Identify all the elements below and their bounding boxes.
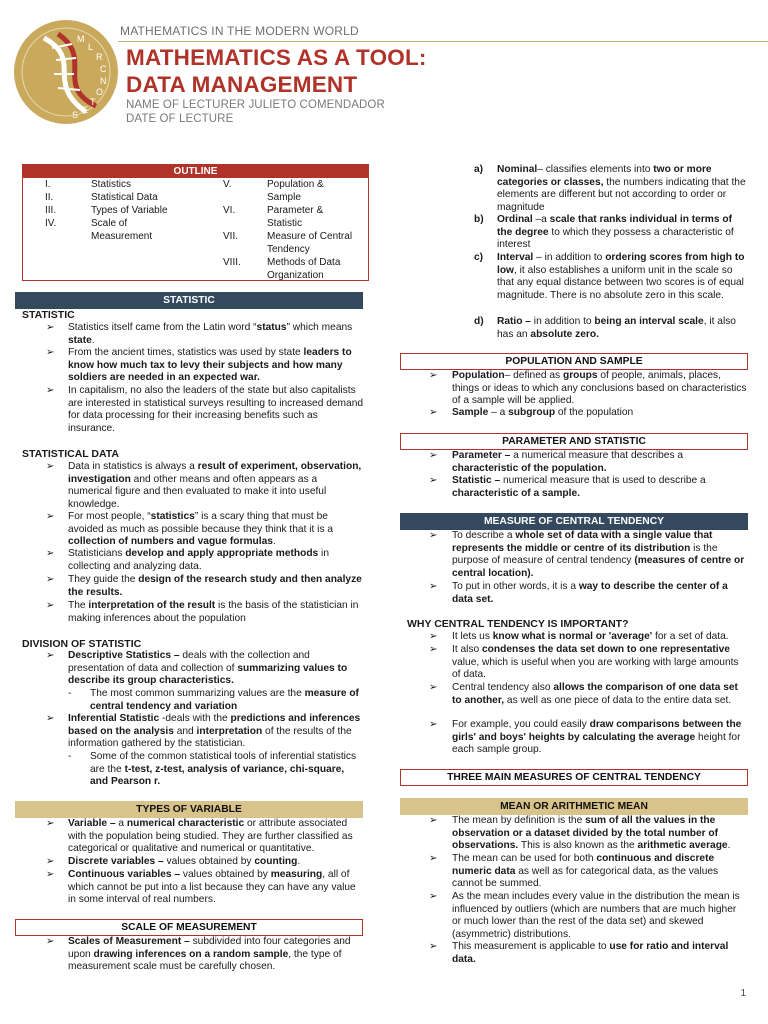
svg-text:L: L	[88, 42, 94, 52]
scale-item: Interval – in addition to ordering scores from high to low, it also establishes a uniform unit in the scale so that any equal distance between two scores is of equal magnitude. There is no absolute zero in this scale.	[497, 252, 745, 301]
outline-item: Types of Variable	[91, 205, 168, 216]
bullet-arrow-icon: ➢	[429, 407, 438, 418]
bullet-arrow-icon: ➢	[429, 370, 438, 381]
population-paragraph: Population– defined as groups of people, animals, places, things or ideas to which any conclusions based on characteristics of a sample will be applied.	[452, 370, 747, 407]
lecture-date: DATE OF LECTURE	[126, 113, 234, 125]
bullet-arrow-icon: ➢	[46, 713, 55, 724]
scale-letter: c)	[474, 252, 484, 263]
central-tendency-bar: MEASURE OF CENTRAL TENDENCY	[400, 513, 748, 530]
scale-paragraph: Scales of Measurement – subdivided into four categories and upon drawing inferences on a random sample, the type of measurement scale must be carefully chosen.	[68, 936, 351, 973]
mean-bar: MEAN OR ARITHMETIC MEAN	[400, 798, 748, 815]
outline-num: III.	[45, 205, 57, 216]
bullet-arrow-icon: ➢	[46, 818, 55, 829]
types-of-variable-bar: TYPES OF VARIABLE	[15, 801, 363, 818]
why-paragraph: Central tendency also allows the comparison of one data set to another, as well as one piece of data to the entire data set.	[452, 682, 738, 706]
data-paragraph: The interpretation of the result is the basis of the statistician in making inferences about the population	[68, 600, 359, 624]
data-paragraph: They guide the design of the research study and then analyze the results.	[68, 574, 362, 598]
data-paragraph: For most people, “statistics” is a scary thing that must be avoided as much as possible because they think that it is a collection of numbers and vague formulas.	[68, 511, 334, 548]
title-line-2: DATA MANAGEMENT	[126, 72, 358, 97]
outline-num: VII.	[223, 231, 239, 242]
outline-num: VIII.	[223, 257, 241, 268]
dash-bullet: -	[68, 688, 72, 699]
outline-num: V.	[223, 179, 232, 190]
division-paragraph: Inferential Statistic -deals with the predictions and inferences based on the analysis and interpretation of the results of the information gathered by the statistician.	[68, 713, 361, 750]
division-paragraph: Some of the common statistical tools of inferential statistics are the t-test, z-test, analysis of variance, chi-square, and Pearson r.	[90, 751, 357, 788]
mean-paragraph: As the mean includes every value in the distribution the mean is influenced by outliers (which are numbers that are much higher or much lower than the rest of the data set) and skewed (asymmetric) distributions.	[452, 891, 740, 940]
variable-paragraph: Variable – a numerical characteristic or attribute associated with the population being studied. They are further classified as categorical or qualitative and numerical or quantitative.	[68, 818, 353, 855]
why-paragraph: It lets us know what is normal or 'average' for a set of data.	[452, 631, 729, 642]
outline-title: OUTLINE	[23, 165, 368, 178]
title-line-1: MATHEMATICS AS A TOOL:	[126, 45, 427, 70]
outline-item: Statistics	[91, 179, 132, 190]
outline-num: I.	[45, 179, 51, 190]
bullet-arrow-icon: ➢	[429, 475, 438, 486]
bullet-arrow-icon: ➢	[429, 450, 438, 461]
svg-text:T: T	[90, 97, 96, 107]
scale-letter: d)	[474, 316, 484, 327]
bullet-arrow-icon: ➢	[429, 815, 438, 826]
statistic-heading: STATISTIC	[22, 309, 75, 321]
bullet-arrow-icon: ➢	[46, 856, 55, 867]
bullet-arrow-icon: ➢	[429, 853, 438, 864]
bullet-arrow-icon: ➢	[46, 548, 55, 559]
parameter-paragraph: Statistic – numerical measure that is used to describe a characteristic of a sample.	[452, 475, 706, 499]
data-paragraph: Statisticians develop and apply appropriate methods in collecting and analyzing data.	[68, 548, 329, 572]
svg-text:S: S	[72, 110, 79, 120]
scale-item: Ordinal –a scale that ranks individual in terms of the degree to which they possess a characteristic of interest	[497, 214, 734, 251]
mean-paragraph: This measurement is applicable to use for ratio and interval data.	[452, 941, 729, 965]
division-paragraph: Descriptive Statistics – deals with the collection and presentation of data and collection of summarizing values to describe its group characteristics.	[68, 650, 348, 687]
svg-text:C: C	[100, 64, 107, 74]
dash-bullet: -	[68, 751, 72, 762]
why-paragraph: For example, you could easily draw comparisons between the girls' and boys' heights by calculating the average height for each sample group.	[452, 719, 742, 756]
svg-text:R: R	[96, 52, 103, 62]
statistic-section-bar: STATISTIC	[15, 292, 363, 309]
statistic-paragraph: From the ancient times, statistics was used by state leaders to know how much tax to levy their subjects and how many soldiers are needed in an expected war.	[68, 347, 352, 384]
bullet-arrow-icon: ➢	[429, 581, 438, 592]
outline-item: Population & Sample	[267, 179, 324, 203]
bullet-arrow-icon: ➢	[429, 644, 438, 655]
outline-num: IV.	[45, 218, 57, 229]
variable-paragraph: Discrete variables – values obtained by counting.	[68, 856, 301, 867]
bullet-arrow-icon: ➢	[429, 891, 438, 902]
outline-item: Methods of Data Organization	[267, 257, 341, 281]
bullet-arrow-icon: ➢	[46, 600, 55, 611]
why-paragraph: It also condenses the data set down to one representative value, which is useful when you are working with large amounts of data.	[452, 644, 739, 681]
central-tendency-paragraph: To put in other words, it is a way to describe the center of a data set.	[452, 581, 728, 605]
outline-item: Parameter & Statistic	[267, 205, 324, 229]
division-paragraph: The most common summarizing values are the measure of central tendency and variation	[90, 688, 359, 712]
svg-text:N: N	[100, 76, 107, 86]
bullet-arrow-icon: ➢	[46, 650, 55, 661]
bullet-arrow-icon: ➢	[46, 385, 55, 396]
page-title	[126, 44, 427, 98]
scale-letter: a)	[474, 164, 484, 175]
division-heading: DIVISION OF STATISTIC	[22, 638, 142, 650]
bullet-arrow-icon: ➢	[429, 530, 438, 541]
bullet-arrow-icon: ➢	[46, 869, 55, 880]
bullet-arrow-icon: ➢	[429, 682, 438, 693]
statistical-data-heading: STATISTICAL DATA	[22, 448, 120, 460]
why-central-tendency-heading: WHY CENTRAL TENDENCY IS IMPORTANT?	[407, 618, 629, 630]
outline-item: Statistical Data	[91, 192, 158, 203]
variable-paragraph: Continuous variables – values obtained by measuring, all of which cannot be put into a list because they can have any value in some interval of real numbers.	[68, 869, 356, 906]
outline-table	[22, 164, 369, 281]
mean-paragraph: The mean can be used for both continuous and discrete numeric data as well as for categorical data, as the values cannot be summed.	[452, 853, 719, 890]
course-name: MATHEMATICS IN THE MODERN WORLD	[120, 24, 359, 38]
lecturer-name: NAME OF LECTURER JULIETO COMENDADOR	[126, 99, 385, 111]
bullet-arrow-icon: ➢	[46, 322, 55, 333]
statistic-paragraph: In capitalism, no also the leaders of the state but also capitalists are interested in statistical surveys resulting to increased demand for data processing for their increasing benefits such as insurance.	[68, 385, 364, 434]
header-rule	[118, 41, 768, 42]
population-sample-bar: POPULATION AND SAMPLE	[400, 353, 748, 370]
bullet-arrow-icon: ➢	[46, 347, 55, 358]
outline-num: VI.	[223, 205, 236, 216]
mean-paragraph: The mean by definition is the sum of all the values in the observation or a dataset divided by the total number of observations. This is also known as the arithmetic average.	[452, 815, 731, 852]
scale-item: Ratio – in addition to being an interval scale, it also has an absolute zero.	[497, 316, 736, 340]
bullet-arrow-icon: ➢	[46, 936, 55, 947]
outline-item: Measure of Central Tendency	[267, 231, 353, 255]
data-paragraph: Data in statistics is always a result of experiment, observation, investigation and other means and often appears as a numerical figure and then evaluated to make it into useful knowledge.	[68, 461, 362, 510]
bullet-arrow-icon: ➢	[46, 574, 55, 585]
parameter-paragraph: Parameter – a numerical measure that describes a characteristic of the population.	[452, 450, 684, 474]
bullet-arrow-icon: ➢	[429, 719, 438, 730]
parameter-statistic-bar: PARAMETER AND STATISTIC	[400, 433, 748, 450]
bullet-arrow-icon: ➢	[429, 631, 438, 642]
bullet-arrow-icon: ➢	[46, 461, 55, 472]
svg-text:E: E	[82, 105, 89, 115]
scale-of-measurement-bar: SCALE OF MEASUREMENT	[15, 919, 363, 936]
population-paragraph: Sample – a subgroup of the population	[452, 407, 634, 418]
scale-letter: b)	[474, 214, 484, 225]
svg-text:O: O	[96, 87, 104, 97]
three-measures-bar: THREE MAIN MEASURES OF CENTRAL TENDENCY	[400, 769, 748, 786]
svg-text:M: M	[77, 34, 85, 44]
outline-num: II.	[45, 192, 54, 203]
mlrc-notes-logo	[14, 20, 118, 124]
statistic-paragraph: Statistics itself came from the Latin word “status” which means state.	[68, 322, 353, 346]
page-number: 1	[740, 988, 746, 999]
scale-item: Nominal– classifies elements into two or more categories or classes, the numbers indicating that the elements are different but not according to order or magnitude	[497, 164, 746, 213]
bullet-arrow-icon: ➢	[429, 941, 438, 952]
outline-item: Scale of Measurement	[91, 218, 153, 242]
bullet-arrow-icon: ➢	[46, 511, 55, 522]
central-tendency-paragraph: To describe a whole set of data with a single value that represents the middle or centre of its distribution is the purpose of measure of central tendency (measures of centre or central location).	[452, 530, 745, 579]
